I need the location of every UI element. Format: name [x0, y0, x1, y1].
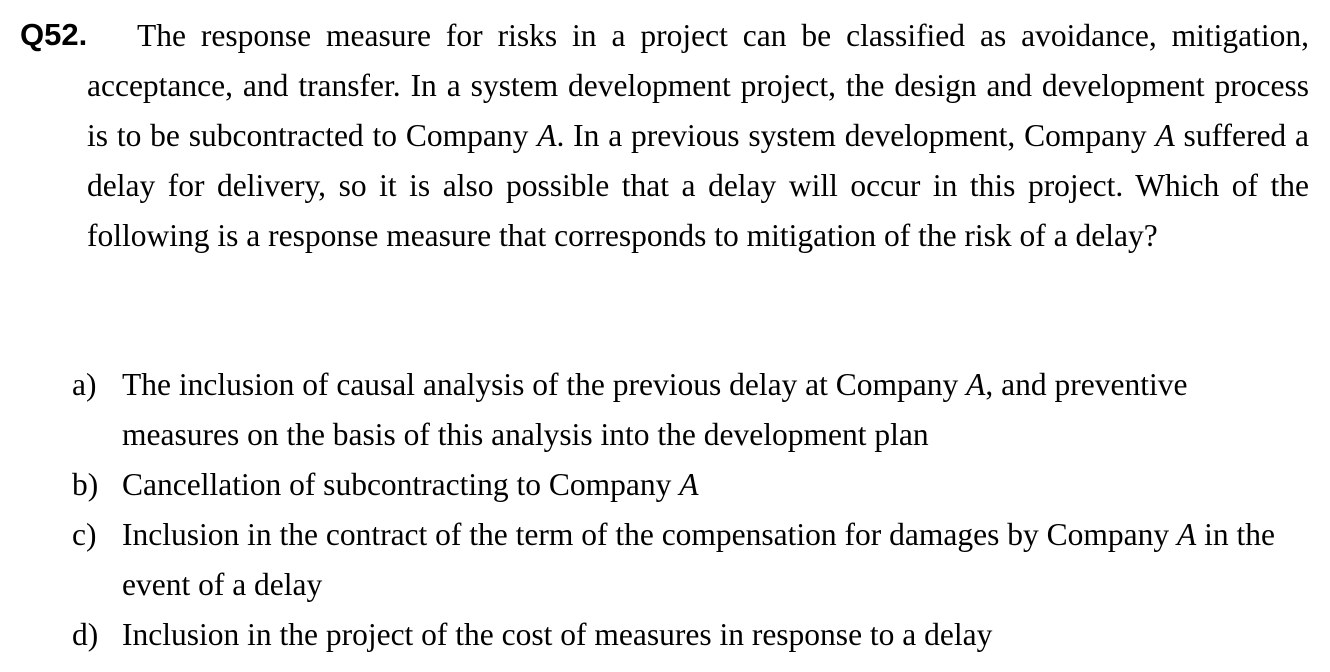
company-name: A	[1155, 118, 1175, 153]
question-number: Q52.	[20, 17, 88, 52]
stem-text: . In a previous system development, Company	[556, 118, 1156, 153]
option-text-part: Cancellation of subcontracting to Company	[122, 467, 680, 502]
option-text	[122, 460, 1297, 510]
option-text	[122, 360, 1297, 460]
question-stem	[87, 11, 1309, 261]
company-name: A	[1176, 517, 1197, 552]
stem-text: The response measure for risks in a project can be classified as avoidance, mitigation, acceptance, and transfer. In a system development project, the design and development process is to be subcontracted to Company	[87, 18, 1309, 153]
company-name: A	[966, 367, 986, 402]
option-text-part: , and preventive measures on the basis of this analysis into the development plan	[122, 367, 1188, 452]
company-name: A	[537, 118, 557, 153]
company-name: A	[679, 467, 699, 502]
option-label: a)	[72, 367, 97, 402]
option-label: c)	[72, 517, 97, 552]
option-text-part: Inclusion in the contract of the term of the compensation for damages by Company	[122, 517, 1177, 552]
option-text-part: The inclusion of causal analysis of the previous delay at Company	[122, 367, 967, 402]
option-label: b)	[72, 467, 99, 502]
option-text-part: Inclusion in the project of the cost of measures in response to a delay	[122, 617, 993, 652]
option-text	[122, 510, 1297, 610]
option-text	[122, 610, 1297, 660]
stem-text: suffered a delay for delivery, so it is also possible that a delay will occur in this project. Which of the following is a response measure that corresponds to mitigation of the risk of a delay?	[87, 118, 1309, 253]
option-label: d)	[72, 617, 99, 652]
option-text-part: in the event of a delay	[122, 517, 1275, 602]
